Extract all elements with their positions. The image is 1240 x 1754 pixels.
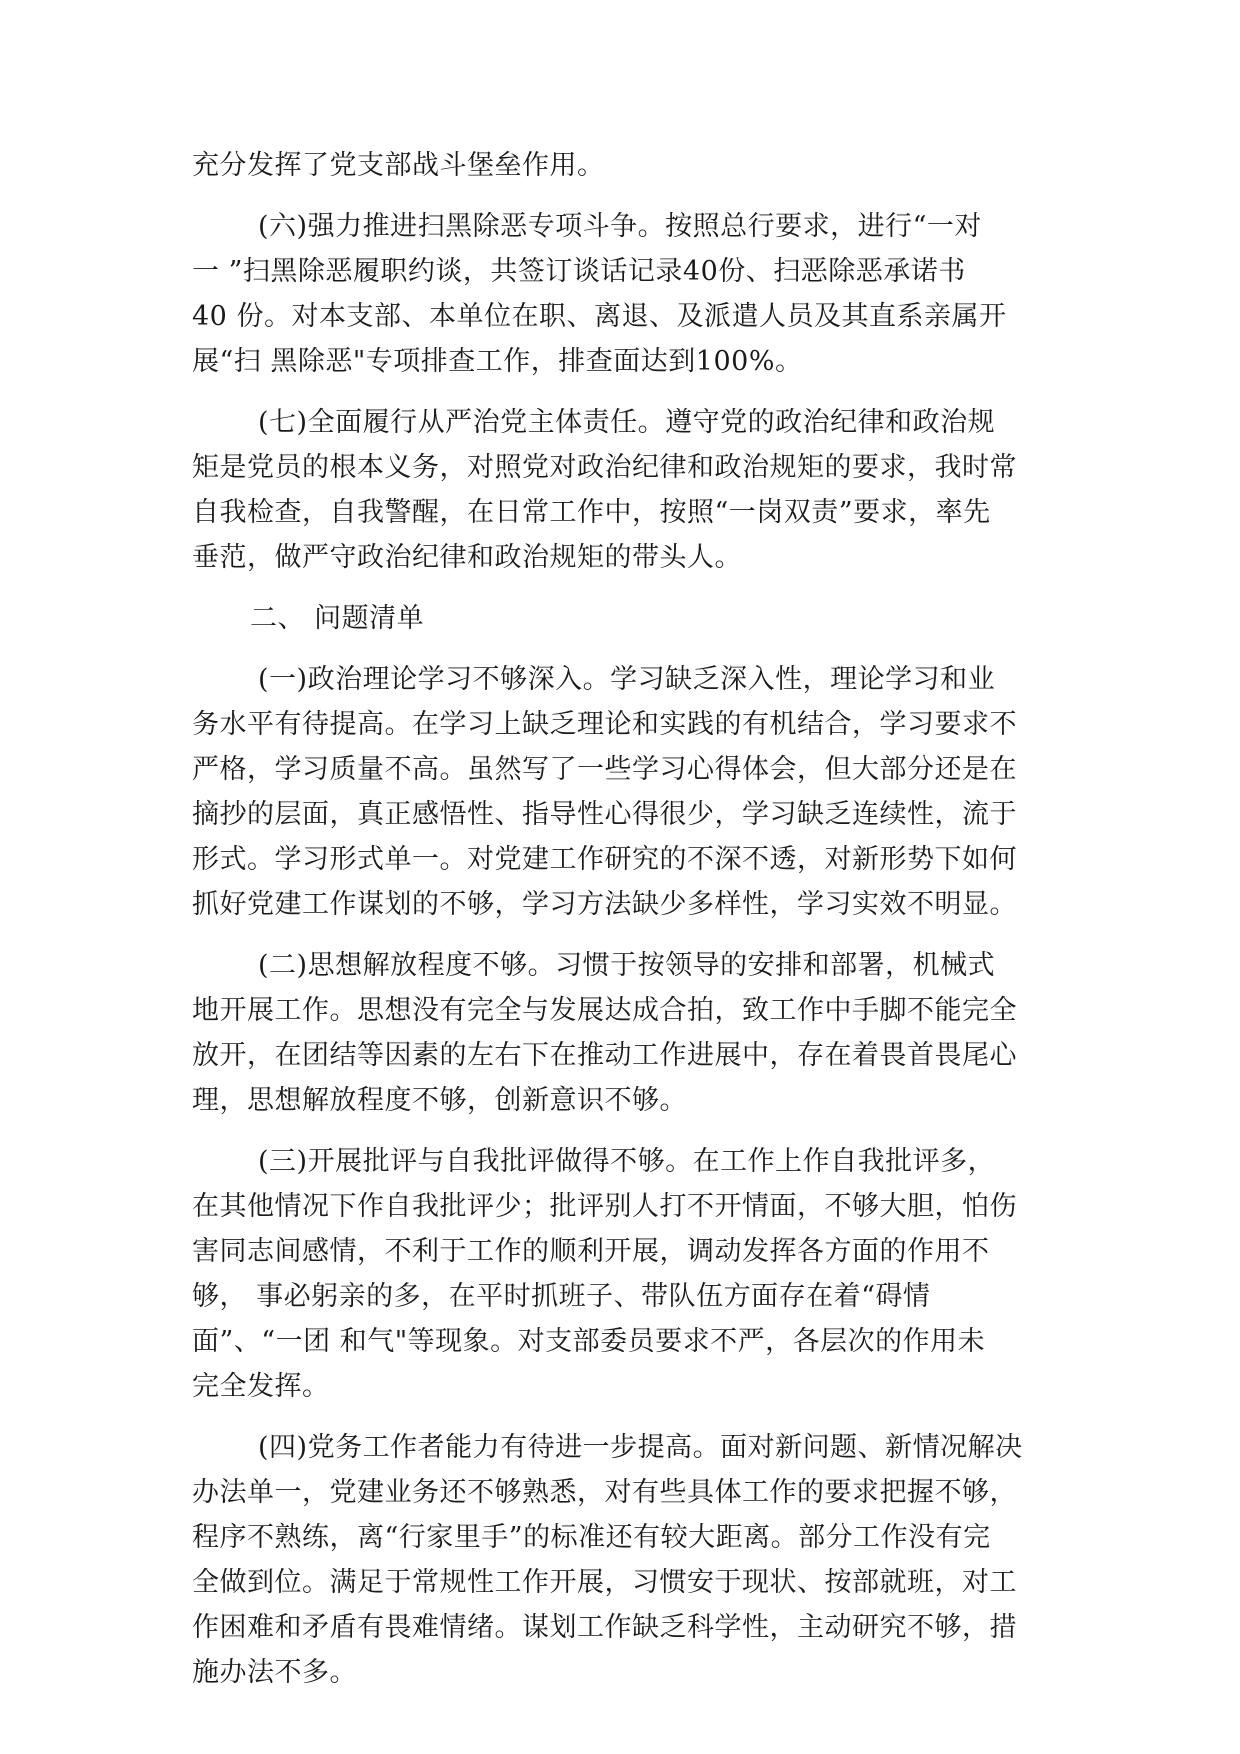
paragraph-party-responsibility <box>192 400 1050 580</box>
text-line: 办法单一，党建业务还不够熟悉，对有些具体工作的要求把握不够， <box>192 1477 1017 1508</box>
text-line: 40 份。对本支部、本单位在职、离退、及派遣人员及其直系亲属开 <box>192 301 1007 332</box>
text-line: 施办法不多。 <box>192 1657 357 1688</box>
text-line: 垂范，做严守政治纪律和政治规矩的带头人。 <box>192 542 742 573</box>
section-heading <box>192 596 1050 641</box>
text-line: 充分发挥了党支部战斗堡垒作用。 <box>192 150 605 181</box>
text-line: (六)强力推进扫黑除恶专项斗争。按照总行要求，进行“一对 <box>258 211 982 242</box>
document-body <box>192 143 1050 1695</box>
paragraph-anti-crime <box>192 204 1050 384</box>
text-line: 理，思想解放程度不够，创新意识不够。 <box>192 1085 687 1116</box>
text-line: 放开，在团结等因素的左右下在推动工作进展中，存在着畏首畏尾心 <box>192 1040 1017 1071</box>
text-line: 完全发挥。 <box>192 1371 330 1402</box>
text-line: (七)全面履行从严治党主体责任。遵守党的政治纪律和政治规 <box>258 407 996 438</box>
paragraph-theory-study <box>192 657 1050 927</box>
text-line: 矩是党员的根本义务，对照党对政治纪律和政治规矩的要求，我时常 <box>192 452 1017 483</box>
text-line: 务水平有待提高。在学习上缺乏理论和实践的有机结合，学习要求不 <box>192 709 1017 740</box>
paragraph-thought-liberation <box>192 943 1050 1123</box>
text-line: 作困难和矛盾有畏难情绪。谋划工作缺乏科学性，主动研究不够，措 <box>192 1612 1017 1643</box>
text-line: (四)党务工作者能力有待进一步提高。面对新问题、新情况解决 <box>258 1432 1023 1463</box>
paragraph-party-work-ability <box>192 1425 1050 1695</box>
text-line: 展“扫 黑除恶"专项排查工作，排查面达到100%。 <box>192 346 803 377</box>
text-line: 面”、“一团 和气"等现象。对支部委员要求不严，各层次的作用未 <box>192 1326 986 1357</box>
text-line: 自我检查，自我警醒，在日常工作中，按照“一岗双责”要求，率先 <box>192 497 991 528</box>
paragraph-continuation <box>192 143 1050 188</box>
text-line: 严格，学习质量不高。虽然写了一些学习心得体会，但大部分还是在 <box>192 754 1017 785</box>
text-line: 程序不熟练，离“行家里手”的标准还有较大距离。部分工作没有完 <box>192 1522 991 1553</box>
text-line: 害同志间感情，不利于工作的顺利开展，调动发挥各方面的作用不 <box>192 1236 990 1267</box>
text-line: 全做到位。满足于常规性工作开展，习惯安于现状、按部就班，对工 <box>192 1567 1017 1598</box>
paragraph-criticism <box>192 1139 1050 1409</box>
text-line: 一 ”扫黑除恶履职约谈，共签订谈话记录40份、扫恶除恶承诺书 <box>192 256 966 287</box>
text-line: (二)思想解放程度不够。习惯于按领导的安排和部署，机械式 <box>258 950 996 981</box>
text-line: 够， 事必躬亲的多，在平时抓班子、带队伍方面存在着“碍情 <box>192 1281 931 1312</box>
text-line: (一)政治理论学习不够深入。学习缺乏深入性，理论学习和业 <box>258 664 996 695</box>
text-line: 抓好党建工作谋划的不够，学习方法缺少多样性，学习实效不明显。 <box>192 889 1017 920</box>
heading-text: 二、 问题清单 <box>250 603 425 634</box>
text-line: 摘抄的层面，真正感悟性、指导性心得很少，学习缺乏连续性，流于 <box>192 799 1017 830</box>
text-line: (三)开展批评与自我批评做得不够。在工作上作自我批评多， <box>258 1146 996 1177</box>
text-line: 形式。学习形式单一。对党建工作研究的不深不透，对新形势下如何 <box>192 844 1017 875</box>
text-line: 在其他情况下作自我批评少；批评别人打不开情面，不够大胆，怕伤 <box>192 1191 1017 1222</box>
text-line: 地开展工作。思想没有完全与发展达成合拍，致工作中手脚不能完全 <box>192 995 1017 1026</box>
